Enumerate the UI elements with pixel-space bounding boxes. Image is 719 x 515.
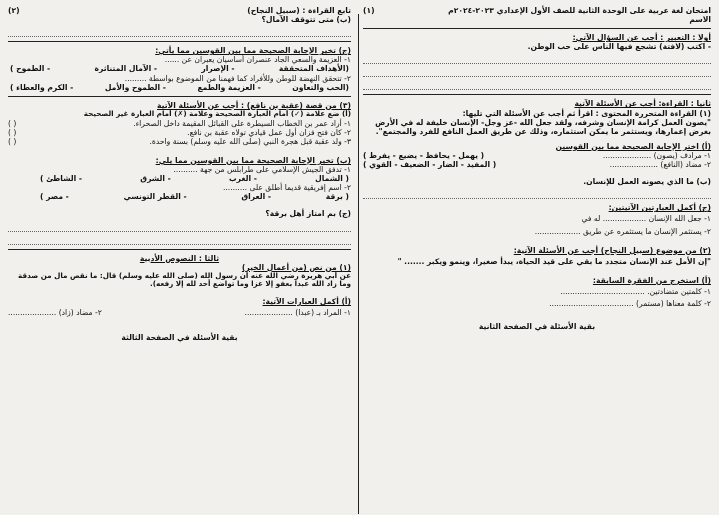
option: - الشاطئ ) — [40, 174, 83, 184]
page-number-two: (٢) — [8, 6, 20, 15]
page-footer: بقية الأسئلة في الصفحة الثالثة — [121, 333, 238, 343]
expression-heading: أولا : التعبير : أجب عن السؤال الآتي: — [572, 33, 711, 43]
c-item-options — [8, 64, 351, 73]
lit-complete-items — [8, 308, 351, 317]
section-rule — [8, 41, 351, 42]
question-b: (ب) ما الذي يصونه العمل للإنسان. — [583, 177, 711, 187]
header-rule — [363, 28, 711, 29]
true-false-item — [8, 119, 351, 128]
true-false-text: ٣- ولد عقبة قبل هجرة النبي (صلى الله عليه وسلم) بسنة واحدة. — [149, 136, 351, 146]
complete-item: ١- جعل الله الإنسان .................. له في — [581, 214, 711, 224]
lit-complete-heading: (أ) أكمل العبارات الآتية: — [262, 297, 351, 306]
hope-quote: "إن الأمل عند الإنسان متجدد ما بقي على قيد الحياة، يبدأ صغيرا، وينمو ويكبر ....... " — [397, 256, 711, 266]
answer-line — [363, 66, 711, 77]
extract-heading: (أ) استخرج من الفقرة السابقة: — [592, 275, 711, 285]
section-rule — [8, 249, 351, 250]
answer-blank: ( ) — [8, 118, 17, 128]
b-item-options — [8, 174, 351, 183]
option: - الآمال المتناثرة — [94, 64, 158, 74]
choose-item — [363, 151, 711, 160]
answer-blank: ( ) — [8, 127, 17, 137]
option: - الشرق — [140, 174, 171, 184]
option: (الأهداف المتحققة — [278, 64, 349, 74]
question-hope-end: (ب) متى تتوقف الآمال؟ — [261, 15, 351, 25]
reading-heading: ثانيا : القراءة: أجب عن الأسئلة الآتية — [574, 99, 711, 109]
hadith-line: عن أبي هريرة رضي الله عنه أن رسول الله (صلى الله عليه وسلم) قال: ما نقص مال من صدقة — [18, 270, 351, 280]
c-heading: (ج) تخير الإجابة الصحيحة مما بين القوسين مما يأتي: — [155, 46, 351, 56]
option: ( الشمال — [315, 174, 349, 184]
section-rule — [8, 96, 351, 97]
true-false-item — [8, 128, 351, 137]
literature-heading: ثالثا : النصوص الأدبية — [139, 253, 220, 263]
section-rule — [363, 94, 711, 95]
option: - القطر التونسي — [123, 192, 187, 202]
answer-blank: ( ) — [8, 136, 17, 146]
c-item-text: ٢- تتحقق النهضة للوطن وللأفراد كما فهمنا من الموضوع بواسطة ......... — [124, 73, 351, 83]
option: - الغرب — [229, 174, 257, 184]
option: (الحب والتعاون — [292, 82, 349, 92]
page-number-one: (١) — [363, 6, 375, 15]
question-c-barqa: (ج) بم امتاز أهل برقة؟ — [265, 209, 351, 219]
reading-q2-label: (٢) من موضوع (سبيل النجاح) أجب عن الأسئلة الآتية: — [513, 245, 711, 255]
option: - الإصرار — [201, 64, 235, 74]
choose-item-options: ( المفيد - الضار - الضعيف - القوي ) — [363, 160, 497, 170]
b-item-options — [8, 192, 351, 201]
lit-complete-item: ١- المراد بـ (عبدا) .................... — [244, 308, 351, 318]
option: - الكرم والعطاء ) — [10, 82, 74, 92]
answer-line — [363, 79, 711, 90]
hadith-line: وما زاد الله عبدا بعفو إلا عزا وما تواضع أحد لله إلا رفعه). — [150, 279, 351, 289]
choose-item-options: ( يهمل - يحافظ - يضيع - يفرط ) — [363, 150, 485, 160]
choose-item — [363, 160, 711, 169]
true-false-heading: (أ) ضع علامة (✓) أمام العبارة الصحيحة وعلامة (✗) أمام العبارة غير الصحيحة — [83, 108, 351, 118]
option: - الطموح ) — [10, 64, 51, 74]
page-footer: بقية الأسئلة في الصفحة الثانية — [478, 322, 596, 332]
answer-line — [8, 26, 351, 37]
answer-line — [363, 53, 711, 64]
c-item-options — [8, 83, 351, 92]
name-label: الاسم — [689, 15, 711, 25]
complete-heading: (ج) أكمل العبارتين الآتيتين: — [608, 203, 711, 213]
complete-item: ٢- يستثمر الإنسان ما يستثمره عن طريق ................... — [534, 226, 711, 236]
exam-title: امتحان لغة عربية على الوحدة الثانية للصف الأول الإعدادي ٢٠٢٣-٢٠٢٤م — [448, 6, 711, 15]
option: ( برقة — [325, 192, 349, 202]
true-false-text: ١- أراد عمر بن الخطاب السيطرة على القبائل المقيمة داخل الصحراء. — [133, 118, 351, 128]
literature-q1: (١) من نص (من أعمال الخير) — [241, 262, 351, 272]
page-two-column — [0, 0, 357, 515]
option: - العزيمة والطمع — [197, 82, 261, 92]
lit-complete-item: ٢- مضاد (زاد) .................... — [8, 308, 102, 318]
b-heading: (ب) تخير الإجابة الصحيحة مما بين القوسين مما يلي: — [155, 155, 351, 165]
true-false-item — [8, 137, 351, 146]
answer-line — [363, 188, 711, 199]
option: - العراق — [241, 192, 271, 202]
q3-heading: (٣) من قصة (عقبة بن نافع) : أجب عن الأسئلة الآتية — [157, 100, 351, 110]
option: - الطموح والأمل — [104, 82, 166, 92]
reading-q1-label: (١) القراءة المتحررة المحتوى : اقرأ ثم أجب عن الأسئلة التي تليها: — [462, 108, 711, 118]
choose-item-text: ١- مرادف (يصون) .................... — [602, 150, 711, 160]
continuation-heading: تابع القراءة : (سبيل النجاح) — [247, 6, 351, 15]
option: - مصر ) — [40, 192, 69, 202]
answer-line — [8, 234, 351, 245]
c-item-text: ١- العزيمة والسعي الجاد عنصران أساسيان يعبران عن ...... — [164, 55, 351, 65]
b-item-text: ١- تدفق الجيش الإسلامي على طرابلس من جهة .......... — [173, 164, 351, 174]
answer-line — [8, 221, 351, 232]
passage-line: "يصون العمل كرامة الإنسان وشرفه، ولقد جعل الله -عز وجل- الإنسان خليفة له في الأرض — [375, 117, 711, 127]
choose-heading: (أ) اختر الإجابة الصحيحة مما بين القوسين — [555, 141, 711, 151]
extract-item: ٢- كلمة معناها (مستمر) ................................... — [549, 299, 711, 309]
b-item-text: ٢- اسم إفريقية قديما أطلق على .......... — [222, 183, 351, 193]
page-one-column — [357, 0, 719, 515]
expression-prompt: - اكتب (لافتة) تشجع فيها الناس على حب الوطن. — [527, 42, 711, 52]
true-false-text: ٢- كان فتح فزان أول عمل قيادي تولاه عقبة بن نافع. — [187, 127, 351, 137]
extract-item: ١- كلمتين متضادتين. ................................... — [560, 286, 711, 296]
choose-item-text: ٢- مضاد (النافع) .................... — [609, 160, 711, 170]
passage-line: بغرض إعمارها، ويستثمر ما يمكن استثماره، وذلك عن طريق العمل النافع للفرد والمجتمع". — [375, 126, 711, 136]
